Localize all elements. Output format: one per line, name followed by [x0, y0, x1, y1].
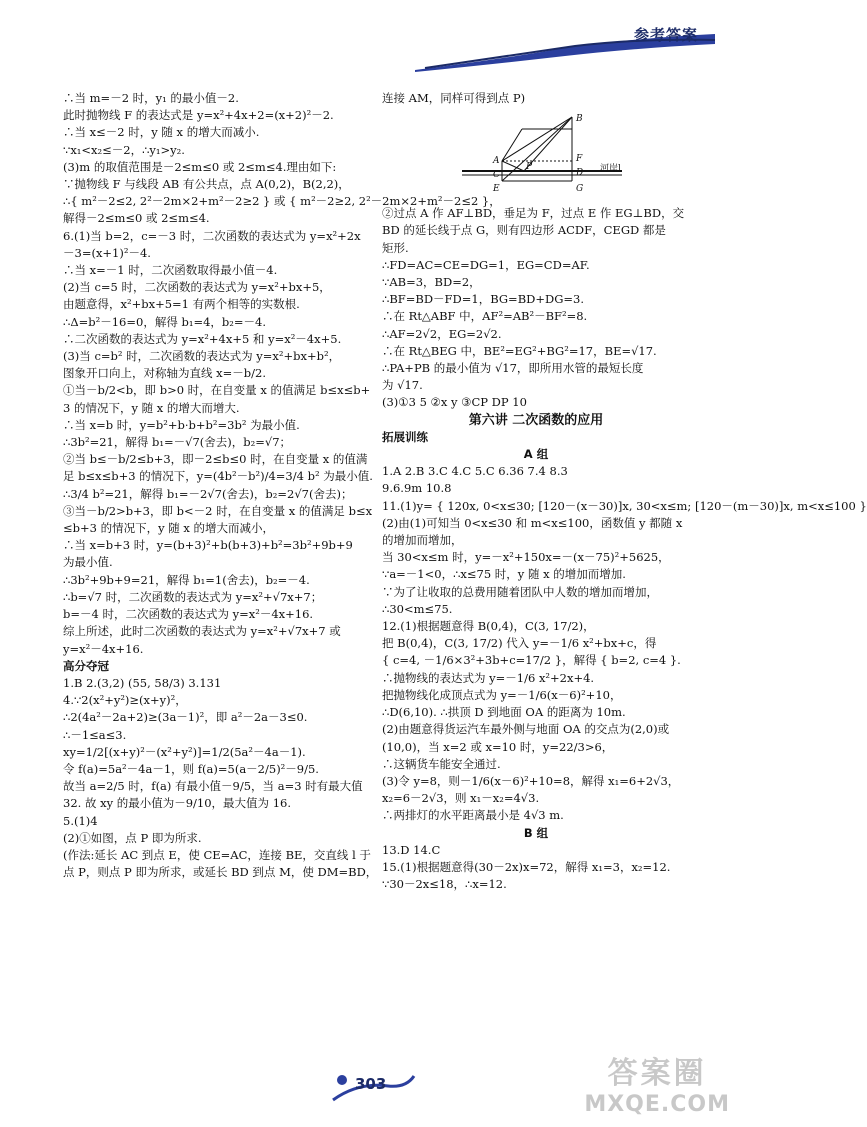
answer-line: ∴两排灯的水平距离最小是 4√3 m.: [382, 808, 564, 823]
answer-line: (2)由(1)可知当 0<x≤30 和 m<x≤100，函数值 y 都随 x: [382, 515, 683, 530]
point-label-a: A: [493, 156, 500, 167]
answer-line: (3)①3 5 ②x y ③CP DP 10: [382, 395, 527, 410]
answer-line: 当 30<x≤m 时，y=－x²+150x=－(x－75)²+5625，: [382, 550, 670, 565]
river-diagram-svg: [442, 109, 652, 201]
answer-line: ∴在 Rt△BEG 中，BE²=EG²+BG²=17，BE=√17.: [382, 343, 657, 358]
answer-line: (10,0)，当 x=2 或 x=10 时，y=22/3>6，: [382, 739, 614, 754]
answer-line: 13.D 14.C: [382, 842, 441, 857]
answer-line: ∴FD=AC=CE=DG=1，EG=CD=AF.: [382, 257, 590, 272]
answer-line: 连接 AM，同样可得到点 P): [382, 91, 526, 105]
answer-line: ∴当 x=－1 时，二次函数取得最小值－4.: [63, 263, 278, 278]
point-label-b: B: [576, 114, 583, 125]
answer-line: ∵为了让收取的总费用随着团队中人数的增加而增加，: [382, 584, 658, 599]
answer-line: 令 f(a)=5a²－4a－1，则 f(a)=5(a－2/5)²－9/5.: [63, 761, 319, 776]
answer-line: ∴当 x=b 时，y=b²+b·b+b²=3b² 为最小值.: [63, 417, 300, 432]
answer-line: 解得－2≤m≤0 或 2≤m≤4.: [63, 211, 210, 226]
answer-line: 综上所述，此时二次函数的表达式为 y=x²+√7x+7 或: [63, 624, 341, 639]
answer-line: xy=1/2[(x+y)²－(x²+y²)]=1/2(5a²－4a－1).: [63, 744, 306, 759]
answer-line: ∴抛物线的表达式为 y=－1/6 x²+2x+4.: [382, 670, 595, 685]
answer-line: 把 B(0,4)，C(3, 17/2) 代入 y=－1/6 x²+bx+c，得: [382, 636, 657, 651]
answer-line: ∵x₁<x₂≤－2，∴y₁>y₂.: [63, 142, 185, 157]
answer-line: ∴2(4a²－2a+2)≥(3a－1)²，即 a²－2a－3≤0.: [63, 710, 308, 725]
answer-line: 矩形.: [382, 240, 409, 255]
answer-line: ∴30<m≤75.: [382, 601, 453, 616]
answer-line: 32. 故 xy 的最小值为－9/10，最大值为 16.: [63, 796, 292, 811]
answer-line: 3 的情况下，y 随 x 的增大而增大.: [63, 400, 240, 415]
point-label-e: E: [493, 184, 500, 195]
answer-line: 故当 a=2/5 时，f(a) 有最小值－9/5，当 a=3 时有最大值: [63, 779, 363, 794]
answer-line: (2)①如图，点 P 即为所求.: [63, 830, 202, 845]
answer-line: x₂=6－2√3，则 x₁－x₂=4√3.: [382, 791, 540, 806]
answer-line: ∴当 x≤－2 时，y 随 x 的增大而减小.: [63, 125, 260, 140]
point-label-d: D: [576, 168, 584, 179]
watermark-line1: 答案圈: [607, 1056, 707, 1091]
answer-line: 的增加而增加，: [382, 533, 463, 548]
answer-line: 15.(1)根据题意得(30－2x)x=72，解得 x₁=3，x₂=12.: [382, 859, 671, 874]
answer-line: 为最小值.: [63, 555, 113, 570]
answer-line: 4.∵2(x²+y²)≥(x+y)²，: [63, 693, 187, 708]
answer-line: ∵30－2x≤18，∴x=12.: [382, 877, 507, 892]
watermark-line2: MXQE.COM: [584, 1092, 730, 1117]
page-number: 303: [355, 1075, 387, 1093]
answer-line: ∴当 x=b+3 时，y=(b+3)²+b(b+3)+b²=3b²+9b+9: [63, 538, 353, 553]
answer-line: ≤b+3 的情况下，y 随 x 的增大而减小，: [63, 521, 275, 536]
answer-line: ∴3b²=21，解得 b₁=－√7(舍去)，b₂=√7；: [63, 435, 292, 450]
answer-line: 点 P，则点 P 即为所求，或延长 BD 到点 M，使 DM=BD，: [63, 865, 378, 880]
answer-line: A 组: [523, 447, 549, 462]
right-column: [382, 90, 867, 893]
answer-line: ∴D(6,10). ∴拱顶 D 到地面 OA 的距离为 10m.: [382, 705, 626, 720]
answer-line: 6.(1)当 b=2，c=－3 时，二次函数的表达式为 y=x²+2x: [63, 228, 361, 243]
answer-line: 5.(1)4: [63, 813, 98, 828]
answer-line: B 组: [523, 825, 549, 840]
answer-line: ∴AF=2√2，EG=2√2.: [382, 326, 502, 341]
answer-line: 足 b≤x≤b+3 的情况下，y=(4b²－b²)/4=3/4 b² 为最小值.: [63, 469, 373, 484]
answer-line: 图象开口向上，对称轴为直线 x=－b/2.: [63, 366, 266, 381]
answer-line: ∴PA+PB 的最小值为 √17，即所用水管的最短长度: [382, 361, 644, 376]
river-figure: [442, 109, 690, 201]
watermark: [584, 1048, 730, 1117]
answer-line: ③当－b/2>b+3，即 b<－2 时，在自变量 x 的值满足 b≤x: [63, 503, 373, 518]
answer-line: 9.6.9m 10.8: [382, 481, 452, 496]
answer-line: ②过点 A 作 AF⊥BD，垂足为 F，过点 E 作 EG⊥BD，交: [382, 206, 685, 221]
answer-line: 1.B 2.(3,2) (55, 58/3) 3.131: [63, 675, 222, 690]
answer-line: ∴二次函数的表达式为 y=x²+4x+5 和 y=x²－4x+5.: [63, 331, 342, 346]
answer-line: ∵a=－1<0，∴x≤75 时，y 随 x 的增加而增加.: [382, 567, 626, 582]
answer-line: (作法:延长 AC 到点 E，使 CE=AC，连接 BE，交直线 l 于: [63, 847, 371, 862]
lecture-title: 第六讲 二次函数的应用: [468, 412, 604, 428]
answer-line: { c=4, －1/6×3²+3b+c=17/2 }，解得 { b=2, c=4 }.: [382, 653, 681, 668]
answer-line: ∴当 m=－2 时，y₁ 的最小值－2.: [63, 91, 239, 105]
answer-line: ∵AB=3，BD=2，: [382, 275, 481, 290]
answer-line: －3=(x+1)²－4.: [63, 245, 151, 260]
answer-line: (3)当 c=b² 时，二次函数的表达式为 y=x²+bx+b²，: [63, 349, 341, 364]
answer-line: (3)m 的取值范围是－2≤m≤0 或 2≤m≤4.理由如下:: [63, 159, 337, 174]
point-label-f: F: [576, 154, 583, 165]
header-title: 参考答案: [633, 26, 698, 44]
answer-line: y=x²－4x+16.: [63, 641, 144, 656]
answer-line: ∴BF=BD－FD=1，BG=BD+DG=3.: [382, 292, 585, 307]
answer-line: ∴这辆货车能安全通过.: [382, 756, 501, 771]
answer-line: 12.(1)根据题意得 B(0,4)，C(3, 17/2)，: [382, 619, 595, 634]
answer-line: (2)由题意得货运汽车最外侧与地面 OA 的交点为(2,0)或: [382, 722, 670, 737]
answer-line: ∴在 Rt△ABF 中，AF²=AB²－BF²=8.: [382, 309, 588, 324]
answer-line: 由题意得，x²+bx+5=1 有两个相等的实数根.: [63, 297, 300, 312]
point-label-c: C: [493, 170, 500, 181]
answer-line: (3)令 y=8，则－1/6(x－6)²+10=8，解得 x₁=6+2√3，: [382, 773, 680, 788]
answer-line: 此时抛物线 F 的表达式是 y=x²+4x+2=(x+2)²－2.: [63, 108, 334, 123]
answer-line: ∵抛物线 F 与线段 AB 有公共点，点 A(0,2)，B(2,2)，: [63, 177, 350, 192]
answer-line: 为 √17.: [382, 378, 423, 393]
answer-line: ①当－b/2<b，即 b>0 时，在自变量 x 的值满足 b≤x≤b+: [63, 383, 371, 398]
answer-line: 把抛物线化成顶点式为 y=－1/6(x－6)²+10，: [382, 687, 622, 702]
point-label-g: G: [576, 184, 584, 195]
answer-line: 拓展训练: [382, 429, 428, 444]
answer-line: 11.(1)y= { 120x, 0<x≤30; [120－(x－30)]x, 30<x≤m; [120－(m－30)]x, m<x≤100 }: [382, 498, 867, 513]
answer-line: ∴－1≤a≤3.: [63, 727, 127, 742]
answer-line: b=－4 时，二次函数的表达式为 y=x²－4x+16.: [63, 607, 314, 622]
answer-line: ∴3b²+9b+9=21，解得 b₁=1(舍去)，b₂=－4.: [63, 572, 310, 587]
answer-line: 高分夺冠: [63, 658, 109, 673]
answer-line: ∴{ m²－2≤2, 2²－2m×2+m²－2≥2 } 或 { m²－2≥2, 2²－2m×2+m²－2≤2 }，: [63, 194, 501, 209]
answer-line: (2)当 c=5 时，二次函数的表达式为 y=x²+bx+5，: [63, 280, 331, 295]
answer-line: ∴Δ=b²－16=0，解得 b₁=4，b₂=－4.: [63, 314, 266, 329]
answer-line: ∴3/4 b²=21，解得 b₁=－2√7(舍去)，b₂=2√7(舍去)；: [63, 486, 353, 501]
answer-line: BD 的延长线于点 G，则有四边形 ACDF，CEGD 都是: [382, 223, 666, 238]
river-label: 河岸l: [600, 164, 621, 175]
answer-line: 1.A 2.B 3.C 4.C 5.C 6.36 7.4 8.3: [382, 464, 568, 479]
point-label-p: P: [526, 162, 533, 173]
answer-line: ∴b=√7 时，二次函数的表达式为 y=x²+√7x+7；: [63, 589, 323, 604]
answer-line: ②当 b≤－b/2≤b+3，即－2≤b≤0 时，在自变量 x 的值满: [63, 452, 368, 467]
